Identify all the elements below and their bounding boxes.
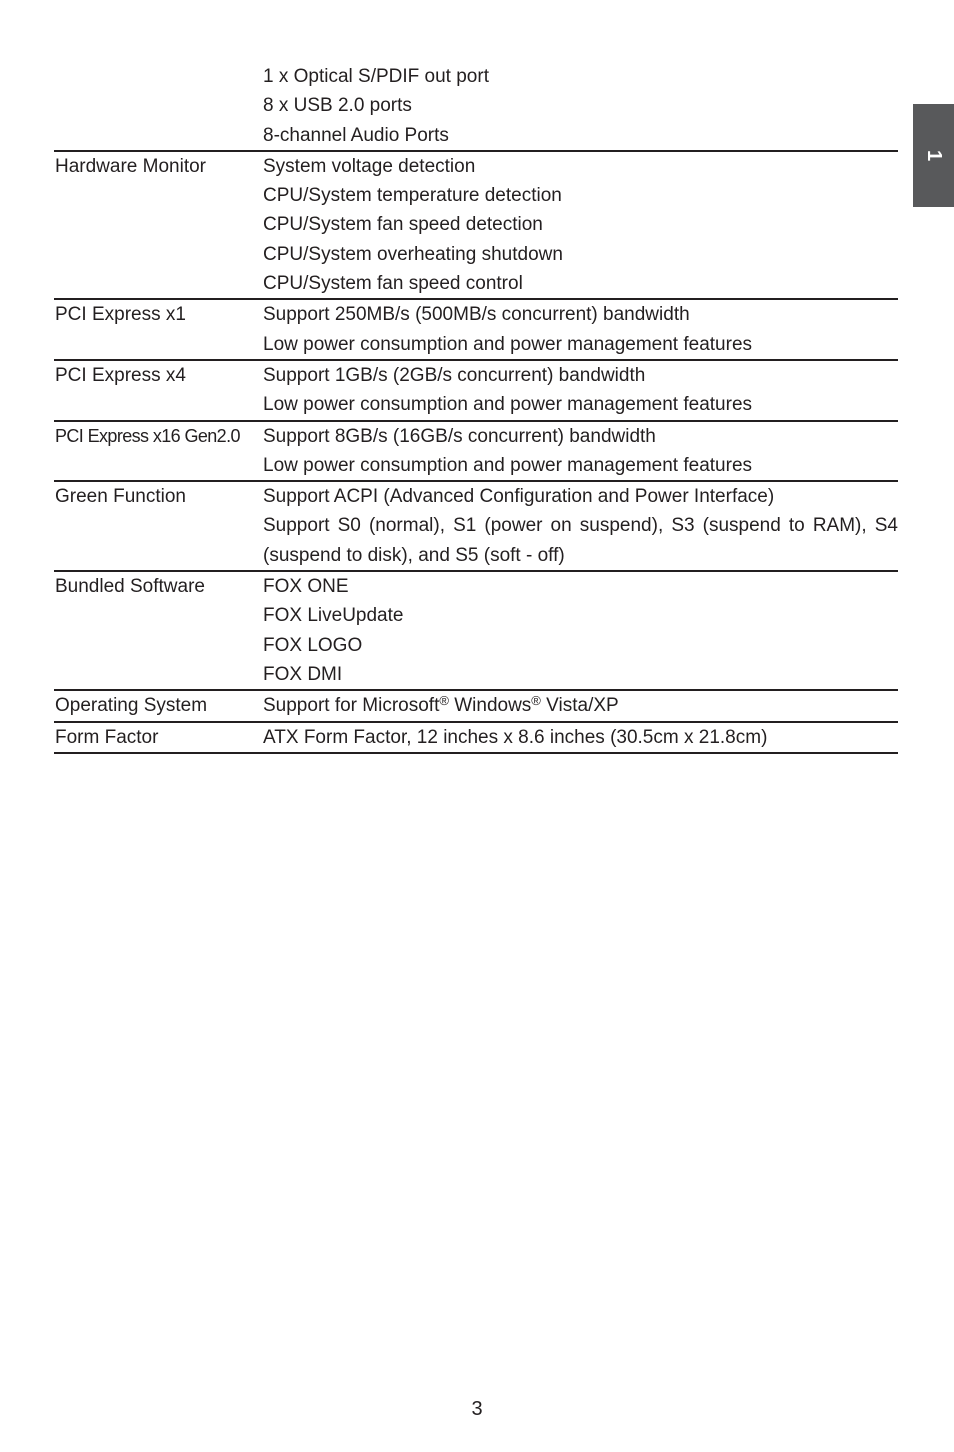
spec-line: System voltage detection [263,155,476,177]
row-values [263,152,898,298]
row-values [263,422,898,481]
chapter-number: 1 [923,149,945,162]
spec-line: Support S0 (normal), S1 (power on suspend), S3 (suspend to RAM), S4 [263,515,898,537]
os-text-part: Vista/XP [540,695,619,717]
spec-line: (suspend to disk), and S5 (soft - off) [263,544,565,566]
row-label [54,62,263,150]
spec-row-green-function [54,482,898,572]
spec-line: FOX DMI [263,663,343,685]
registered-mark: ® [531,693,541,709]
row-values [263,482,898,570]
row-values [263,300,898,359]
row-label: PCI Express x16 Gen2.0 [55,425,240,446]
spec-line: 8 x USB 2.0 ports [263,95,412,117]
spec-row-form-factor [54,723,898,754]
row-label: PCI Express x4 [55,364,186,386]
row-label: PCI Express x1 [55,304,186,326]
spec-line: Support 250MB/s (500MB/s concurrent) bandwidth [263,304,690,326]
spec-row-operating-system [54,691,898,722]
spec-line: CPU/System overheating shutdown [263,243,563,265]
spec-row-bundled-software [54,572,898,691]
row-values [263,723,898,752]
spec-line: Support 8GB/s (16GB/s concurrent) bandwidth [263,425,656,447]
spec-line: Low power consumption and power management features [263,333,753,355]
row-values [263,62,898,150]
row-label: Operating System [55,695,208,717]
os-text-part: Windows [448,695,532,717]
spec-row-pci-express-x4 [54,361,898,422]
spec-line: Support 1GB/s (2GB/s concurrent) bandwidth [263,364,646,386]
row-values [263,691,898,720]
os-text-part: Support for Microsoft [263,695,440,717]
chapter-tab [913,104,954,207]
spec-line: FOX ONE [263,576,349,598]
row-label: Form Factor [55,726,159,748]
spec-row-hardware-monitor [54,152,898,300]
spec-row-pci-express-x1 [54,300,898,361]
row-label: Hardware Monitor [55,155,206,177]
specification-table [54,62,898,754]
row-label: Green Function [55,486,186,508]
page-number: 3 [471,1398,483,1420]
spec-line: Support ACPI (Advanced Configuration and Power Interface) [263,486,775,508]
spec-line [263,691,898,720]
spec-line: CPU/System fan speed detection [263,214,543,236]
spec-line: FOX LOGO [263,634,363,656]
spec-line: 1 x Optical S/PDIF out port [263,66,489,87]
spec-line: Low power consumption and power management features [263,454,753,476]
row-label: Bundled Software [55,576,205,598]
spec-line: 8-channel Audio Ports [263,124,449,146]
row-values [263,361,898,420]
row-values [263,572,898,689]
spec-line: Low power consumption and power management features [263,394,753,416]
spec-line: ATX Form Factor, 12 inches x 8.6 inches (30.5cm x 21.8cm) [263,726,768,748]
spec-line: CPU/System temperature detection [263,185,562,207]
spec-row-pci-express-x16 [54,422,898,483]
spec-row-io-ports [54,62,898,152]
spec-line: CPU/System fan speed control [263,273,523,295]
spec-line: FOX LiveUpdate [263,605,404,627]
registered-mark: ® [439,693,449,709]
